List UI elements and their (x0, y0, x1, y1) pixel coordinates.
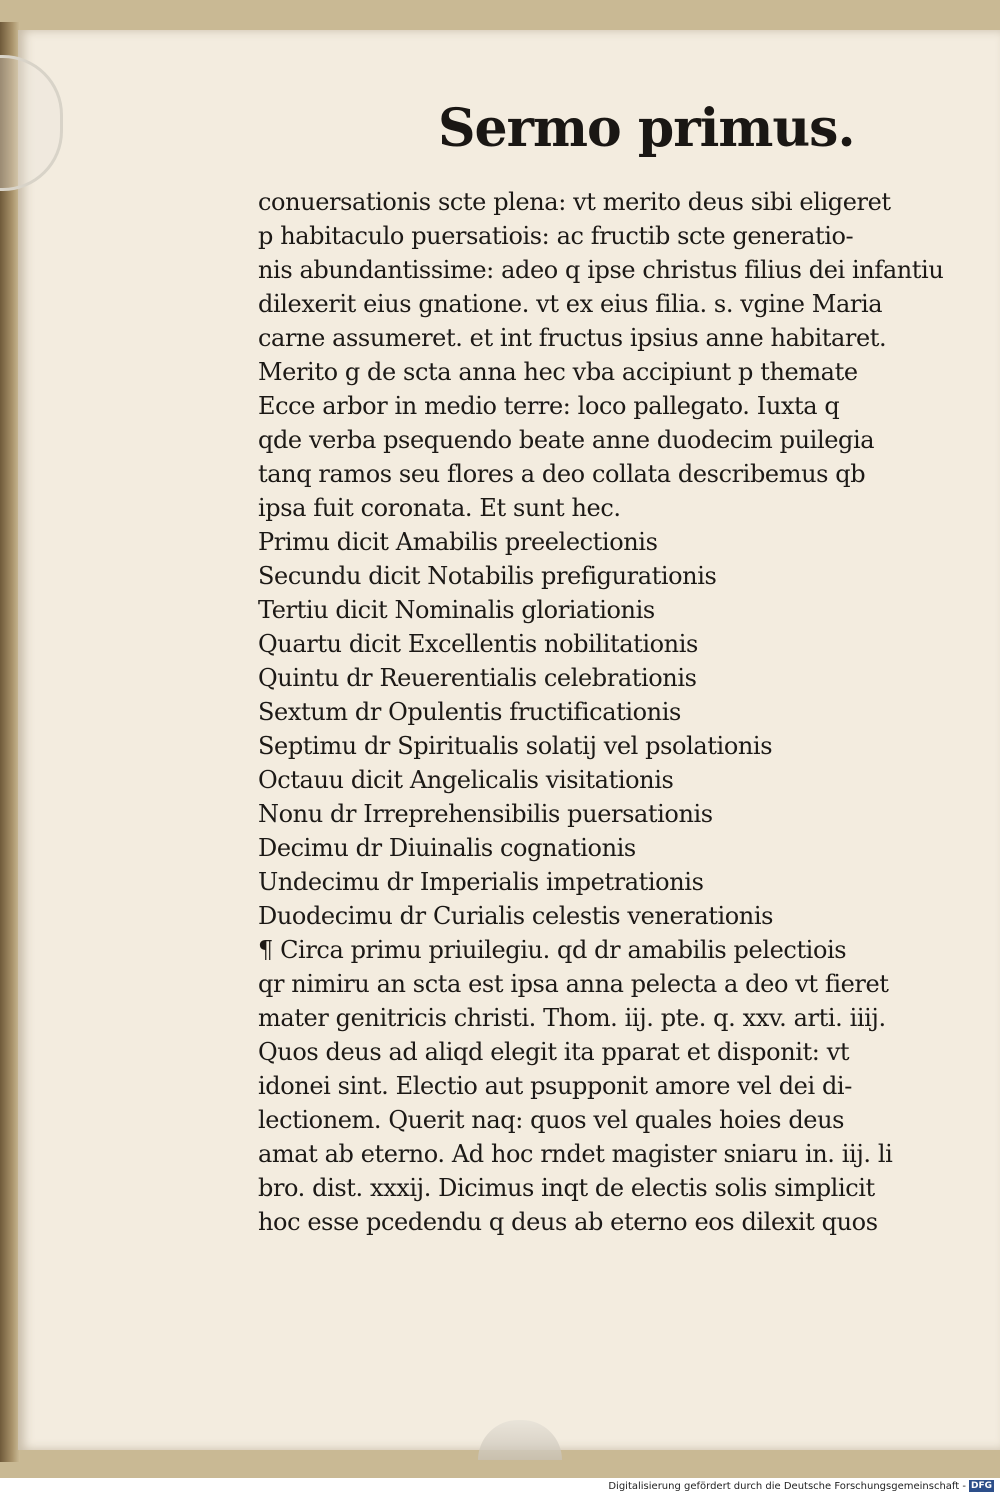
dfg-logo-icon: DFG (970, 1481, 992, 1491)
text-line: idonei sint. Electio aut psupponit amore vel dei di- (258, 1072, 852, 1100)
text-line: qr nimiru an scta est ipsa anna pelecta a deo vt fieret (258, 970, 889, 998)
text-line: Decimu dr Diuinalis cognationis (258, 834, 636, 862)
text-line: Secundu dicit Notabilis prefigurationis (258, 562, 717, 590)
text-body (258, 185, 970, 1239)
text-line: Quartu dicit Excellentis nobilitationis (258, 630, 698, 658)
text-line: carne assumeret. et int fructus ipsius anne habitaret. (258, 324, 887, 352)
page-title: Sermo primus. (438, 98, 855, 159)
text-line: ipsa fuit coronata. Et sunt hec. (258, 494, 621, 522)
text-line: amat ab eterno. Ad hoc rndet magister sniaru in. iij. li (258, 1140, 893, 1168)
text-line: Quintu dr Reuerentialis celebrationis (258, 664, 697, 692)
text-line: Octauu dicit Angelicalis visitationis (258, 766, 674, 794)
text-line: Primu dicit Amabilis preelectionis (258, 528, 658, 556)
text-line: Quos deus ad aliqd elegit ita pparat et disponit: vt (258, 1038, 850, 1066)
text-line: Undecimu dr Imperialis impetrationis (258, 868, 704, 896)
text-line: conuersationis scte plena: vt merito deus sibi eligeret (258, 188, 891, 216)
text-line: mater genitricis christi. Thom. iij. pte. q. xxv. arti. iiij. (258, 1004, 886, 1032)
text-line: dilexerit eius gnatione. vt ex eius filia. s. vgine Maria (258, 290, 883, 318)
footer (608, 1480, 994, 1492)
text-line: qde verba psequendo beate anne duodecim puilegia (258, 426, 875, 454)
text-line: Merito g de scta anna hec vba accipiunt p themate (258, 358, 858, 386)
text-line: bro. dist. xxxij. Dicimus inqt de electis solis simplicit (258, 1174, 875, 1202)
text-line: hoc esse pcedendu q deus ab eterno eos dilexit quos (258, 1208, 878, 1236)
text-line: Nonu dr Irreprehensibilis puersationis (258, 800, 713, 828)
text-line: lectionem. Querit naq: quos vel quales hoies deus (258, 1106, 845, 1134)
text-line: Sextum dr Opulentis fructificationis (258, 698, 681, 726)
text-line: Tertiu dicit Nominalis gloriationis (258, 596, 655, 624)
book-binding-edge (0, 22, 20, 1462)
text-line: tanq ramos seu flores a deo collata describemus qb (258, 460, 866, 488)
text-line: p habitaculo puersatiois: ac fructib scte generatio- (258, 222, 854, 250)
text-line: Ecce arbor in medio terre: loco pallegato. Iuxta q (258, 392, 840, 420)
text-line: Septimu dr Spiritualis solatij vel psolationis (258, 732, 773, 760)
text-line: ¶ Circa primu priuilegiu. qd dr amabilis pelectiois (258, 936, 847, 964)
footer-credit: Digitalisierung gefördert durch die Deutsche Forschungsgemeinschaft - (608, 1480, 966, 1492)
text-line: Duodecimu dr Curialis celestis venerationis (258, 902, 774, 930)
text-line: nis abundantissime: adeo q ipse christus filius dei infantiu (258, 256, 944, 284)
